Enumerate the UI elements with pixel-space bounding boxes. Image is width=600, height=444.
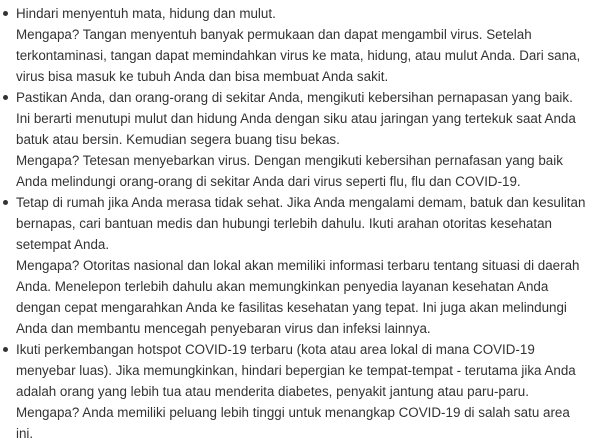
list-item-text: Anda dan membantu mencegah penyebaran virus dan infeksi lainnya. xyxy=(16,321,431,336)
list-item-text: Anda melindungi orang-orang di sekitar Anda dari virus seperti flu, flu dan COVID-19. xyxy=(16,174,521,189)
list-item-text: Anda. Menelepon terlebih dahulu akan memungkinkan penyedia layanan kesehatan Anda xyxy=(16,279,549,294)
list-item-text: Mengapa? Otoritas nasional dan lokal akan memiliki informasi terbaru tentang situasi di daerah xyxy=(16,258,580,273)
list-item-text: Hindari menyentuh mata, hidung dan mulut. xyxy=(16,6,276,21)
list-item xyxy=(0,87,600,192)
list-item-text: Pastikan Anda, dan orang-orang di sekitar Anda, mengikuti kebersihan pernapasan yang baik. xyxy=(16,90,573,105)
list-item xyxy=(0,192,600,339)
list-item-text: batuk atau bersin. Kemudian segera buang tisu bekas. xyxy=(16,132,340,147)
list-item-text: Ikuti perkembangan hotspot COVID-19 terbaru (kota atau area lokal di mana COVID-19 xyxy=(16,342,535,357)
bullet-icon xyxy=(3,347,8,352)
advice-list xyxy=(0,3,600,444)
list-item-text: terkontaminasi, tangan dapat memindahkan virus ke mata, hidung, atau mulut Anda. Dari sana, xyxy=(16,48,581,63)
list-item-text: adalah orang yang lebih tua atau menderita diabetes, penyakit jantung atau paru-paru. xyxy=(16,384,529,399)
bullet-icon xyxy=(3,200,8,205)
bullet-icon xyxy=(3,11,8,16)
list-item xyxy=(0,339,600,444)
list-item-text: virus bisa masuk ke tubuh Anda dan bisa membuat Anda sakit. xyxy=(16,69,389,84)
list-item-text: dengan cepat mengarahkan Anda ke fasilitas kesehatan yang tepat. Ini juga akan melindungi xyxy=(16,300,567,315)
list-item-text: bernapas, cari bantuan medis dan hubungi terlebih dahulu. Ikuti arahan otoritas kesehatan xyxy=(16,216,552,231)
list-item-text: Mengapa? Tetesan menyebarkan virus. Dengan mengikuti kebersihan pernafasan yang baik xyxy=(16,153,563,168)
list-item-text: Mengapa? Tangan menyentuh banyak permukaan dan dapat mengambil virus. Setelah xyxy=(16,27,532,42)
list-item-text: setempat Anda. xyxy=(16,237,110,252)
list-item-text: Tetap di rumah jika Anda merasa tidak sehat. Jika Anda mengalami demam, batuk dan kesulitan xyxy=(16,195,586,210)
list-item-text: Mengapa? Anda memiliki peluang lebih tinggi untuk menangkap COVID-19 di salah satu area xyxy=(16,405,570,420)
list-item xyxy=(0,3,600,87)
list-item-text: Ini berarti menutupi mulut dan hidung Anda dengan siku atau jaringan yang tertekuk saat Anda xyxy=(16,111,576,126)
list-item-text: menyebar luas). Jika memungkinkan, hindari bepergian ke tempat-tempat - terutama jika Anda xyxy=(16,363,576,378)
bullet-icon xyxy=(3,95,8,100)
list-item-text: ini. xyxy=(16,426,34,441)
